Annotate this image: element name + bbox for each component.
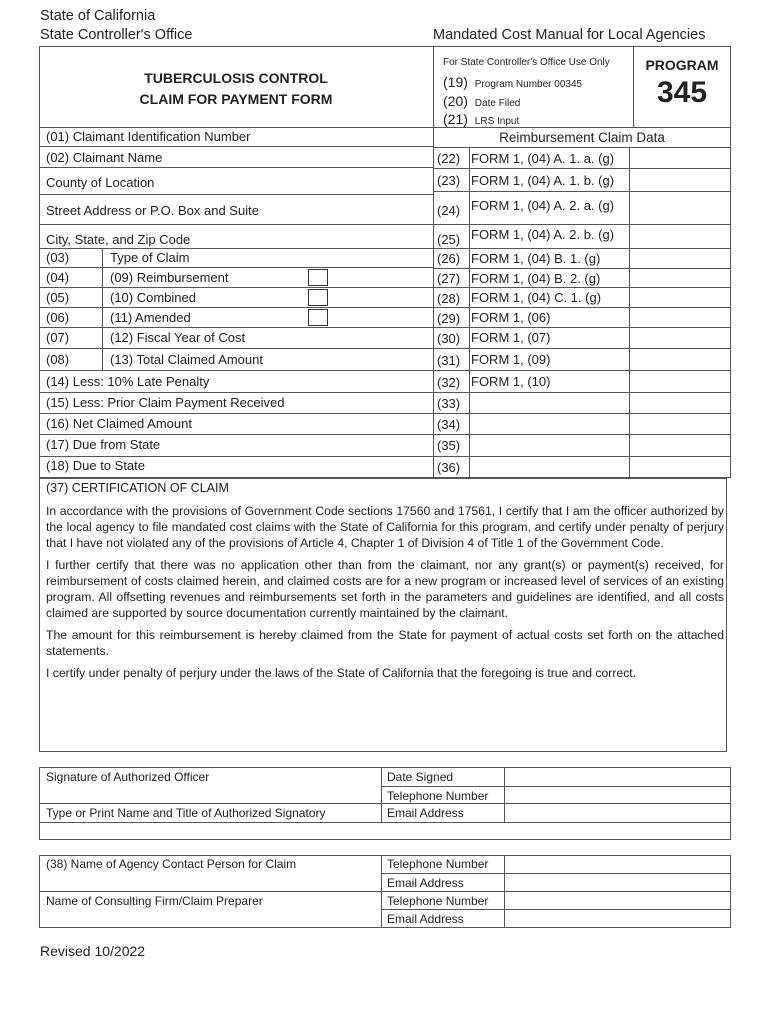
manual-title: Mandated Cost Manual for Local Agencies (433, 27, 706, 43)
claimant-id-field[interactable]: (01) Claimant Identification Number (46, 129, 251, 144)
certification-heading: (37) CERTIFICATION OF CLAIM (46, 481, 229, 495)
row-27-number: (27) (437, 271, 461, 286)
row-29-number: (29) (437, 311, 461, 326)
date-signed-label: Date Signed (387, 770, 454, 784)
row-34-number: (34) (437, 417, 461, 432)
amended-label: (11) Amended (110, 310, 191, 325)
date-filed-label: Date Filed (474, 98, 521, 109)
row-33-number: (33) (437, 396, 461, 411)
row-32-label[interactable]: FORM 1, (10) (471, 374, 551, 389)
row-26-number: (26) (437, 251, 461, 266)
row-24-label[interactable]: FORM 1, (04) A. 2. a. (g) (471, 198, 615, 213)
city-state-zip-field[interactable]: City, State, and Zip Code (46, 232, 191, 247)
street-address-field[interactable]: Street Address or P.O. Box and Suite (46, 203, 259, 218)
sco-item-number: (21) (443, 111, 468, 127)
signatory-email-label: Email Address (387, 806, 464, 820)
fiscal-year-label: (12) Fiscal Year of Cost (110, 330, 246, 345)
agency-contact-field[interactable]: (38) Name of Agency Contact Person for Claim (46, 857, 297, 871)
contact-telephone-input[interactable] (505, 856, 730, 873)
row-28-number: (28) (437, 291, 461, 306)
preparer-telephone-input[interactable] (505, 892, 730, 909)
preparer-email-label: Email Address (387, 912, 464, 926)
signatory-name-field[interactable]: Type or Print Name and Title of Authorized Signatory (46, 806, 326, 820)
row-27-label[interactable]: FORM 1, (04) B. 2. (g) (471, 271, 601, 286)
contact-telephone-label: Telephone Number (387, 857, 489, 871)
type-of-claim-label: Type of Claim (110, 250, 190, 265)
contact-email-input[interactable] (505, 874, 730, 891)
state-name: State of California (40, 8, 156, 24)
certification-paragraph-2: I further certify that there was no application other than from the claimant, nor any grant(s) or payment(s) received, for reimbursement of costs claimed herein, and claimed costs are for a new program or increased level of services of an existing program. All offsetting revenues and reimbursements set forth in the parameters and guidelines are identified, and all costs claimed are supported by source documentation currently maintained by the claimant. (46, 558, 724, 620)
amended-checkbox[interactable] (308, 309, 328, 326)
reimbursement-heading: Reimbursement Claim Data (499, 130, 665, 145)
row-30-number: (30) (437, 331, 461, 346)
consulting-firm-field[interactable]: Name of Consulting Firm/Claim Preparer (46, 894, 263, 908)
sco-item-number: (20) (443, 93, 468, 109)
date-signed-input[interactable] (505, 768, 730, 786)
claimant-name-field[interactable]: (02) Claimant Name (46, 150, 163, 165)
row-22-label[interactable]: FORM 1, (04) A. 1. a. (g) (471, 151, 615, 166)
sco-item-20 (443, 93, 520, 109)
field-05-label[interactable]: (05) (46, 290, 70, 305)
field-07-label[interactable]: (07) (46, 330, 70, 345)
signatory-email-input[interactable] (505, 804, 730, 822)
prior-payment-field[interactable]: (15) Less: Prior Claim Payment Received (46, 395, 285, 410)
contact-email-label: Email Address (387, 876, 464, 890)
county-field[interactable]: County of Location (46, 175, 155, 190)
preparer-email-input[interactable] (505, 910, 730, 927)
program-number: 345 (656, 76, 708, 109)
net-claimed-field[interactable]: (16) Net Claimed Amount (46, 416, 192, 431)
certification-paragraph-3: The amount for this reimbursement is hereby claimed from the State for payment of actual costs set forth on the attached statements. (46, 628, 724, 658)
due-to-state-field[interactable]: (18) Due to State (46, 458, 145, 473)
sco-item-21 (443, 111, 519, 127)
field-03-label: (03) (46, 250, 70, 265)
row-26-label[interactable]: FORM 1, (04) B. 1. (g) (471, 251, 601, 266)
row-35-number: (35) (437, 438, 461, 453)
reimbursement-label: (09) Reimbursement (110, 270, 229, 285)
row-36-number: (36) (437, 460, 461, 475)
row-31-number: (31) (437, 353, 461, 368)
row-22-number: (22) (437, 151, 461, 166)
office-name: State Controller's Office (40, 27, 193, 43)
revised-date: Revised 10/2022 (40, 943, 146, 959)
program-label: PROGRAM (645, 57, 719, 73)
combined-label: (10) Combined (110, 290, 196, 305)
sco-item-19 (443, 74, 582, 90)
row-25-number: (25) (437, 232, 461, 247)
row-30-label[interactable]: FORM 1, (07) (471, 330, 551, 345)
certification-paragraph-4: I certify under penalty of perjury under the laws of the State of California that the foregoing is true and correct. (46, 666, 637, 680)
field-08-label[interactable]: (08) (46, 352, 70, 367)
row-31-label[interactable]: FORM 1, (09) (471, 352, 551, 367)
row-23-number: (23) (437, 173, 461, 188)
row-29-label[interactable]: FORM 1, (06) (471, 310, 551, 325)
form-title-line2: CLAIM FOR PAYMENT FORM (139, 91, 333, 107)
field-04-label[interactable]: (04) (46, 270, 70, 285)
row-24-number: (24) (437, 203, 461, 218)
late-penalty-field[interactable]: (14) Less: 10% Late Penalty (46, 374, 210, 389)
row-32-number: (32) (437, 375, 461, 390)
signature-officer-field[interactable]: Signature of Authorized Officer (46, 770, 210, 784)
form-title-line1: TUBERCULOSIS CONTROL (144, 70, 328, 86)
preparer-telephone-label: Telephone Number (387, 894, 489, 908)
certification-text (46, 503, 724, 687)
row-23-label[interactable]: FORM 1, (04) A. 1. b. (g) (471, 173, 615, 188)
due-from-state-field[interactable]: (17) Due from State (46, 437, 161, 452)
combined-checkbox[interactable] (308, 289, 328, 306)
lrs-input-label: LRS Input (474, 116, 520, 127)
field-06-label[interactable]: (06) (46, 310, 70, 325)
form-title (39, 68, 433, 110)
signatory-telephone-label: Telephone Number (387, 789, 489, 803)
row-28-label[interactable]: FORM 1, (04) C. 1. (g) (471, 290, 602, 305)
sco-item-number: (19) (443, 74, 468, 90)
certification-paragraph-1: In accordance with the provisions of Government Code sections 17560 and 17561, I certify that I am the officer authorized by the local agency to file mandated cost claims with the State of California for this program, and certify under penalty of perjury that I have not violated any of the provisions of Article 4, Chapter 1 of Division 4 of Title 1 of the Government Code. (46, 504, 724, 550)
reimbursement-checkbox[interactable] (308, 269, 328, 286)
program-number-label: Program Number 00345 (474, 79, 583, 90)
signatory-telephone-input[interactable] (505, 787, 730, 803)
row-25-label[interactable]: FORM 1, (04) A. 2. b. (g) (471, 227, 615, 242)
total-claimed-label: (13) Total Claimed Amount (110, 352, 263, 367)
sco-heading: For State Controller's Office Use Only (443, 57, 610, 68)
